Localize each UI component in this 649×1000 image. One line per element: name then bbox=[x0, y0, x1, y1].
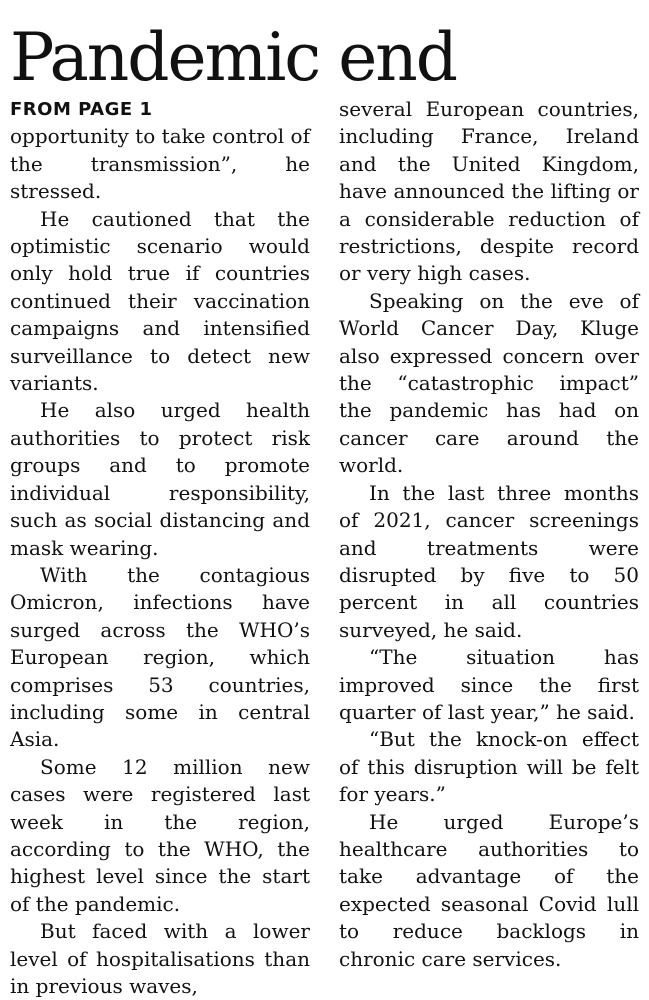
article-paragraph: opportunity to take control of the transmission”, he stressed. bbox=[10, 124, 310, 204]
continued-from-kicker: FROM PAGE 1 bbox=[10, 99, 153, 120]
article-column-right bbox=[339, 96, 639, 973]
article-paragraph: He urged Europe’s healthcare authorities to take advantage of the expected seasonal Covid lull to reduce backlogs in chronic care services. bbox=[339, 809, 639, 971]
article-paragraph: Some 12 million new cases were registered last week in the region, according to the WHO, the highest level since the start of the pandemic. bbox=[10, 754, 310, 916]
article-paragraph: Speaking on the eve of World Cancer Day, Kluge also expressed concern over the “catastrophic impact” the pandemic has had on cancer care around the world. bbox=[339, 288, 639, 478]
article-paragraph: “The situation has improved since the first quarter of last year,” he said. bbox=[339, 645, 639, 724]
article-paragraph: He also urged health authorities to protect risk groups and to promote individual responsibility, such as social distancing and mask wearing. bbox=[10, 398, 310, 560]
article-paragraph: He cautioned that the optimistic scenario would only hold true if countries continued their vaccination campaigns and intensified surveillance to detect new variants. bbox=[10, 206, 310, 396]
article-column-left bbox=[10, 96, 310, 1000]
headline: Pandemic end bbox=[10, 19, 457, 96]
article-paragraph: several European countries, including France, Ireland and the United Kingdom, have announced the lifting or a considerable reduction of restrictions, despite record or very high cases. bbox=[339, 97, 639, 286]
article-paragraph: With the contagious Omicron, infections have surged across the WHO’s European region, which comprises 53 countries, including some in central Asia. bbox=[10, 562, 310, 752]
article-paragraph: In the last three months of 2021, cancer screenings and treatments were disrupted by five to 50 percent in all countries surveyed, he said. bbox=[339, 480, 639, 642]
article-paragraph: “But the knock-on effect of this disruption will be felt for years.” bbox=[339, 727, 639, 807]
article-paragraph: But faced with a lower level of hospitalisations than in previous waves, bbox=[10, 919, 310, 998]
